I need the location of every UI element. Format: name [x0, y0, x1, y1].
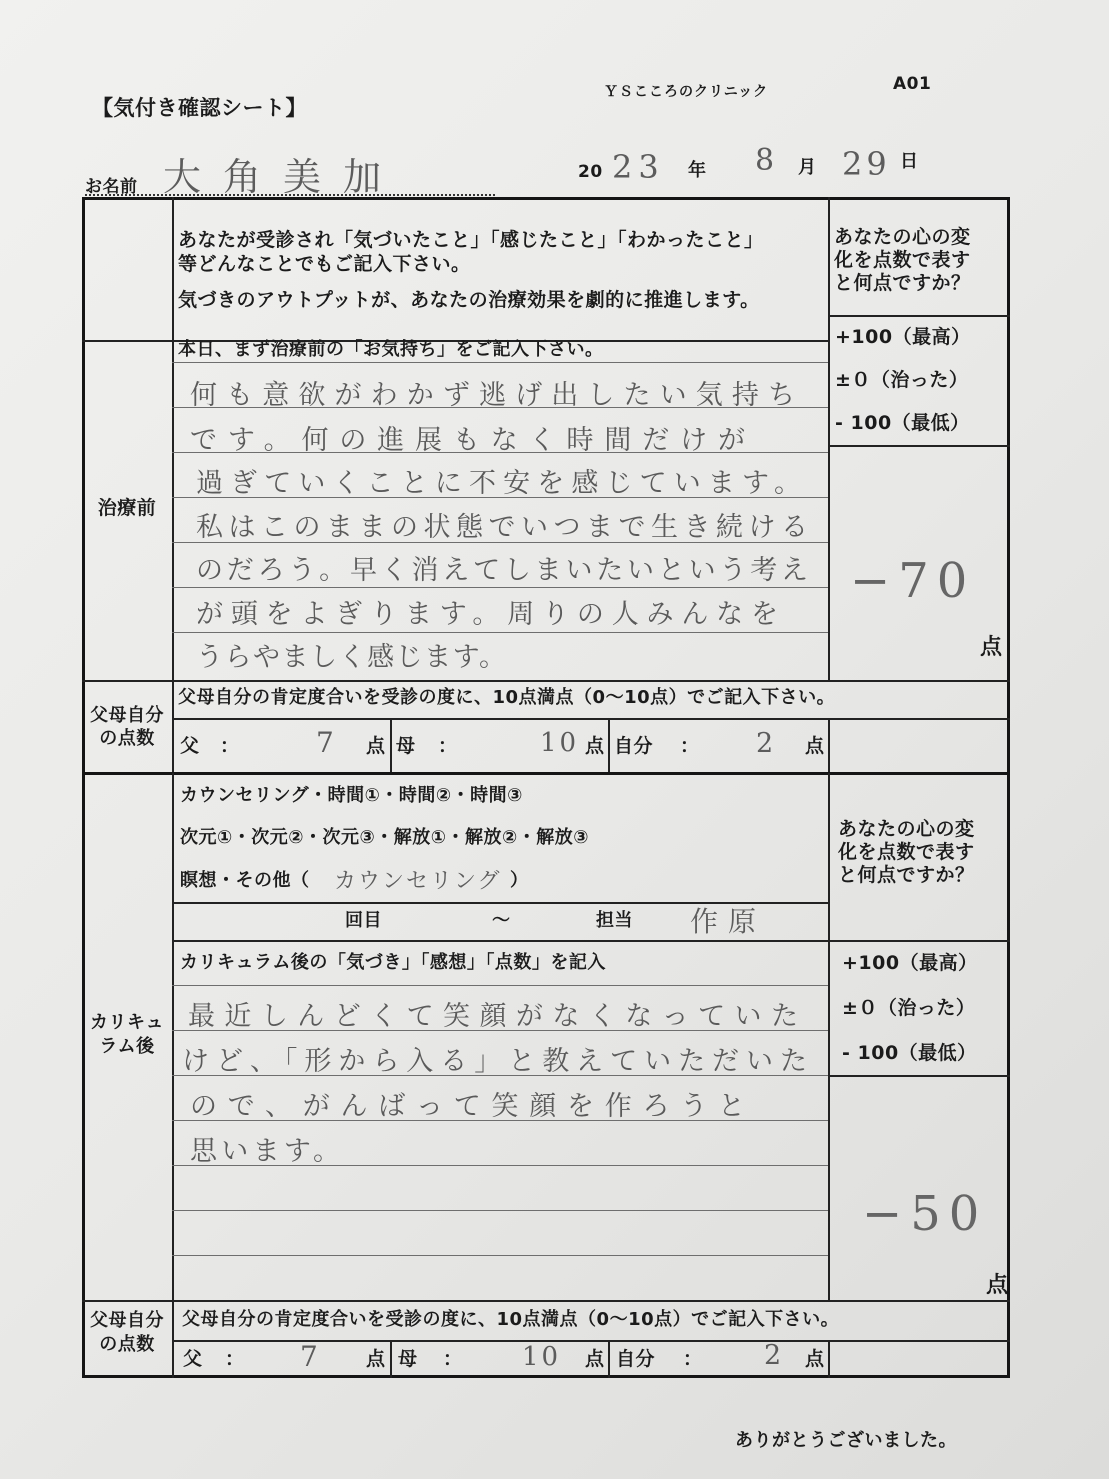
parent-self-label: 父母自分	[90, 1310, 164, 1331]
handwritten-line: 私はこのままの状態でいつまで生き続ける	[196, 512, 808, 543]
session-label: 回目	[345, 910, 382, 931]
handwritten-line: が頭をよぎります。周りの人みんなを	[196, 599, 778, 630]
separator: ：	[220, 735, 240, 757]
table-line	[828, 773, 830, 1300]
writing-rule	[172, 1255, 828, 1256]
writing-rule	[172, 985, 828, 986]
score-question-line: あなたの心の変	[834, 226, 971, 248]
other-option-prefix: 瞑想・その他（	[180, 870, 310, 891]
mother-label: 母	[398, 1348, 418, 1370]
staff-value: 作原	[690, 905, 767, 938]
handwritten-line: 最近しんどくて笑顔がなくなっていた	[188, 1001, 798, 1032]
score-unit: 点	[366, 735, 386, 757]
self-label: 自分	[616, 1348, 656, 1370]
score-question-line: 化を点数で表す	[834, 249, 971, 271]
table-line	[828, 1075, 1010, 1077]
handwritten-line: うらやましく感じます。	[196, 642, 506, 673]
sheet-title: 【気付き確認シート】	[92, 96, 307, 120]
scale-max: +100（最高）	[842, 952, 978, 974]
score-unit: 点	[585, 735, 605, 757]
after-curriculum-prompt: カリキュラム後の「気づき」「感想」「点数」を記入	[180, 952, 606, 973]
year-label: 年	[688, 160, 707, 181]
handwritten-line: のだろう。早く消えてしまいたいという考え	[196, 555, 808, 586]
day-label: 日	[900, 151, 919, 172]
father-label: 父	[183, 1348, 203, 1370]
score-question-line: 化を点数で表す	[838, 841, 975, 863]
table-line	[828, 1340, 830, 1378]
month-value: 8	[755, 143, 775, 178]
handwritten-line: 思います。	[190, 1136, 340, 1167]
parent-self-instruction: 父母自分の肯定度合いを受診の度に、10点満点（0～10点）でご記入下さい。	[178, 687, 836, 708]
table-line	[390, 1340, 392, 1378]
name-value: 大角美加	[163, 155, 404, 199]
score-question-line: と何点ですか？	[834, 272, 971, 294]
father-label: 父	[180, 735, 200, 757]
table-line	[82, 772, 1010, 775]
day-value: 29	[842, 145, 891, 183]
after-score-value: −50	[862, 1186, 988, 1242]
month-label: 月	[798, 157, 817, 178]
score-unit: 点	[366, 1348, 386, 1370]
table-line	[828, 197, 830, 680]
table-line	[172, 940, 1010, 942]
session-tilde: ～	[492, 910, 511, 931]
table-line	[172, 1340, 1010, 1342]
writing-rule	[172, 1210, 828, 1211]
year-value: 23	[612, 148, 665, 186]
separator: ：	[225, 1348, 245, 1370]
mother-label: 母	[396, 735, 416, 757]
table-line	[172, 197, 174, 773]
scale-min: - 100（最低）	[842, 1042, 977, 1064]
after-curriculum-label: ラム後	[99, 1036, 155, 1057]
table-line	[82, 1300, 1010, 1302]
before-score-value: −70	[850, 553, 976, 609]
other-option-value: カウンセリング	[334, 869, 502, 894]
handwritten-line: 何も意欲がわかず逃げ出したい気持ち	[190, 380, 795, 411]
scale-max: +100（最高）	[835, 326, 971, 348]
scale-mid: ±０（治った）	[835, 369, 969, 391]
form-code: A01	[893, 74, 932, 94]
father-score: 7	[300, 1340, 318, 1373]
self-score: 2	[764, 1340, 782, 1371]
handwritten-line: ので、がんばって笑顔を作ろうと	[190, 1091, 745, 1122]
handwritten-line: けど、「形から入る」と教えていただいた	[182, 1046, 807, 1077]
intro-line: 気づきのアウトプットが、あなたの治療効果を劇的に推進します。	[178, 289, 760, 311]
thanks-message: ありがとうございました。	[735, 1430, 957, 1451]
name-label: お名前	[85, 177, 138, 197]
self-label: 自分	[614, 735, 654, 757]
parent-self-label: 父母自分	[90, 705, 164, 726]
table-line	[82, 680, 1010, 682]
score-question-line: あなたの心の変	[838, 818, 975, 840]
other-option-suffix: ）	[510, 870, 529, 891]
parent-self-label: の点数	[99, 1334, 155, 1355]
before-treatment-prompt: 本日、まず治療前の「お気持ち」をご記入下さい。	[178, 339, 604, 360]
intro-line: あなたが受診され「気づいたこと」「感じたこと」「わかったこと」	[178, 229, 764, 251]
score-unit: 点	[585, 1348, 605, 1370]
table-line	[828, 445, 1010, 447]
handwritten-line: 過ぎていくことに不安を感じています。	[196, 468, 801, 499]
table-line	[608, 718, 610, 773]
separator: ：	[683, 1348, 703, 1370]
after-curriculum-label: カリキュ	[90, 1012, 164, 1033]
table-line	[172, 718, 1010, 720]
before-treatment-label: 治療前	[97, 497, 157, 519]
year-prefix: 20	[578, 162, 603, 182]
staff-label: 担当	[596, 910, 633, 931]
separator: ：	[438, 735, 458, 757]
parent-self-instruction: 父母自分の肯定度合いを受診の度に、10点満点（0～10点）でご記入下さい。	[182, 1309, 840, 1330]
intro-line: 等どんなことでもご記入下さい。	[178, 253, 471, 275]
mother-score: 10	[540, 728, 580, 758]
separator: ：	[680, 735, 700, 757]
father-score: 7	[316, 726, 334, 759]
scale-mid: ±０（治った）	[842, 997, 976, 1019]
table-line	[608, 1340, 610, 1378]
clinic-name: ＹＳこころのクリニック	[604, 84, 769, 100]
parent-self-label: の点数	[99, 728, 155, 749]
curriculum-options: カウンセリング・時間①・時間②・時間③	[180, 785, 523, 806]
handwritten-line: です。何の進展もなく時間だけが	[190, 425, 745, 456]
table-line	[390, 718, 392, 773]
separator: ：	[443, 1348, 463, 1370]
after-score-unit: 点	[986, 1273, 1009, 1298]
curriculum-options: 次元①・次元②・次元③・解放①・解放②・解放③	[180, 827, 589, 848]
score-unit: 点	[805, 1348, 825, 1370]
scale-min: - 100（最低）	[835, 412, 970, 434]
self-score: 2	[756, 728, 774, 759]
table-line	[828, 718, 830, 773]
mother-score: 10	[522, 1342, 562, 1372]
before-score-unit: 点	[980, 635, 1003, 660]
score-unit: 点	[805, 735, 825, 757]
table-line	[828, 315, 1010, 317]
writing-rule	[172, 362, 828, 363]
score-question-line: と何点ですか？	[838, 864, 975, 886]
